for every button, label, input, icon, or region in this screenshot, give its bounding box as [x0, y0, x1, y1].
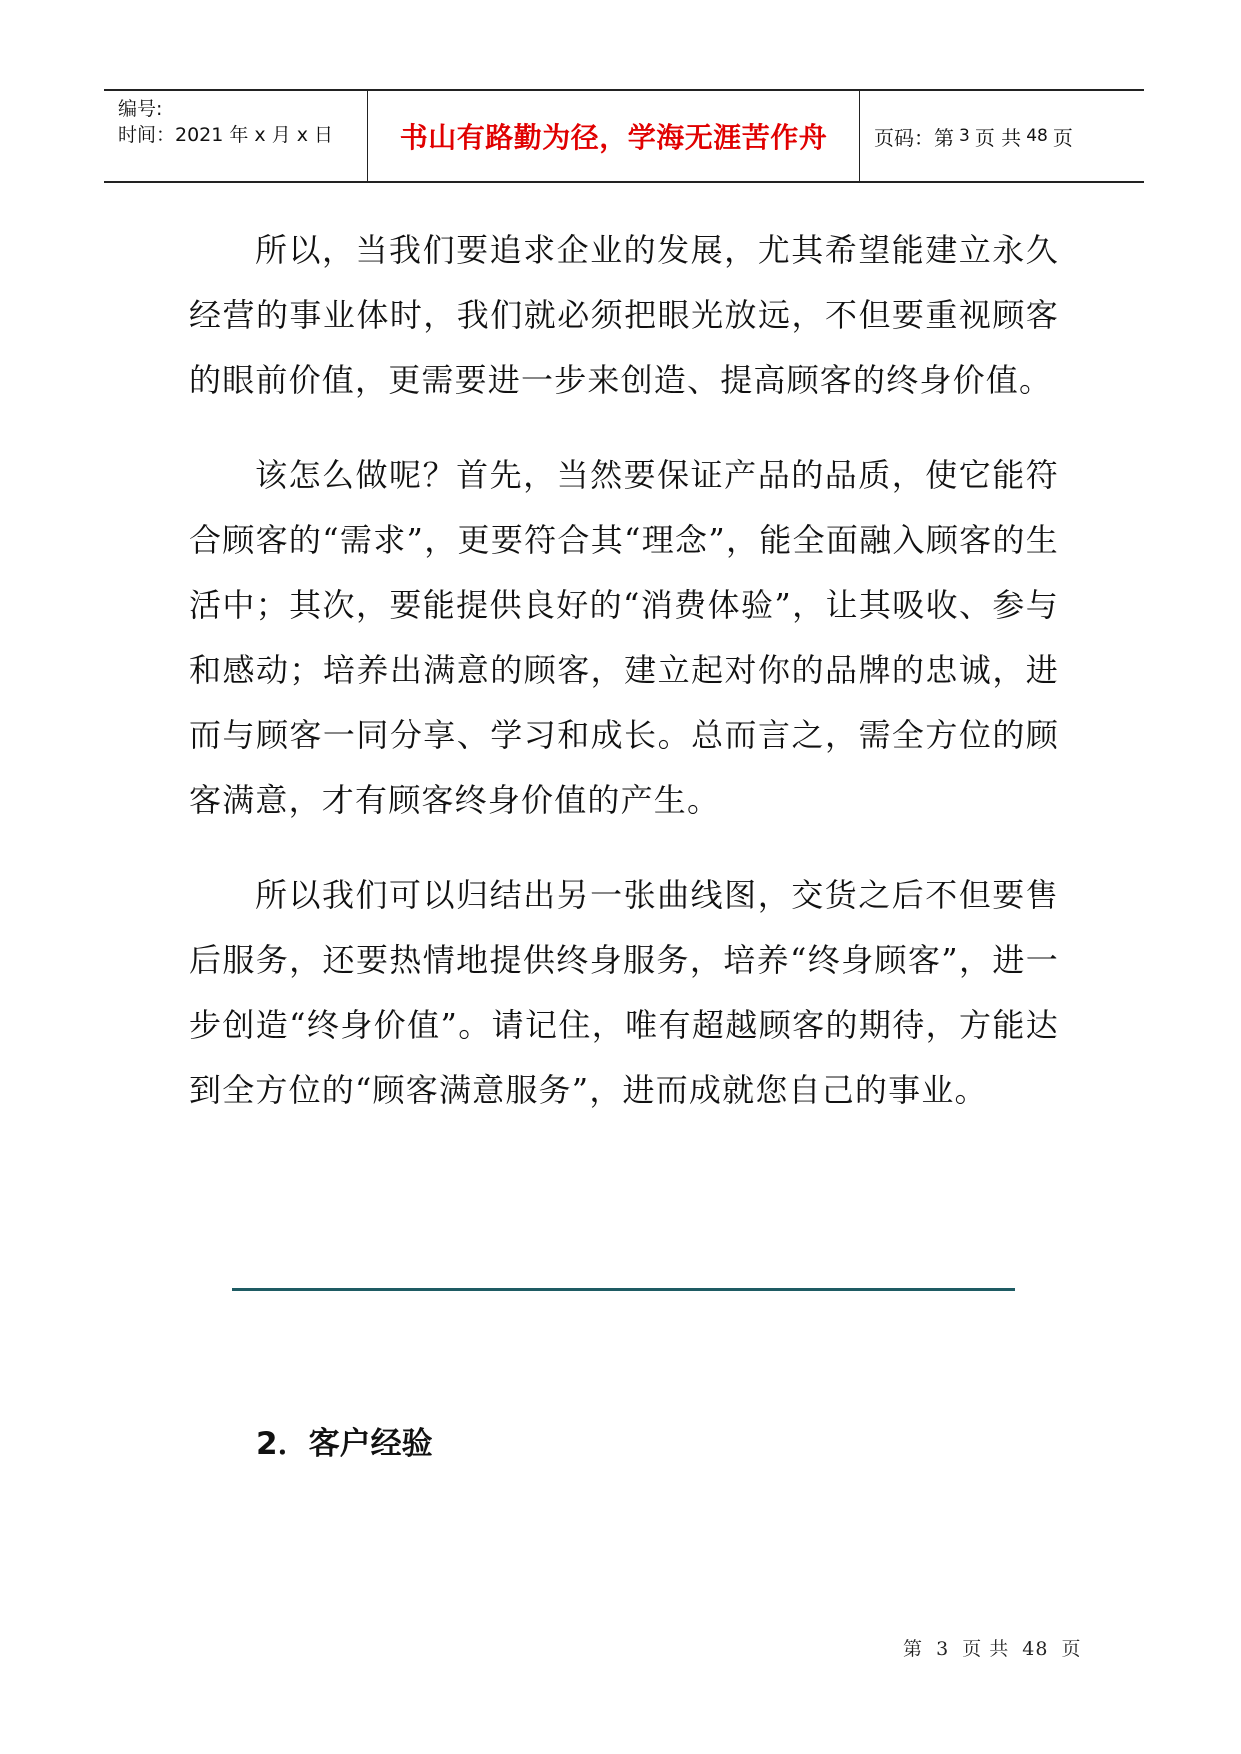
section-divider: [232, 1288, 1015, 1291]
page-code-total: 48: [1026, 126, 1048, 146]
number-label: 编号:: [118, 98, 163, 120]
page-code-suffix: 页: [1052, 125, 1073, 150]
footer-mid: 页 共: [962, 1638, 1010, 1660]
page-code-mid: 页 共: [974, 125, 1022, 150]
footer-current: 3: [936, 1638, 950, 1660]
time-label: 时间：2021 年 x 月 x 日: [118, 124, 334, 146]
paragraph: 该怎么做呢？首先，当然要保证产品的品质，使它能符合顾客的“需求”，更要符合其“理念”，能全面融入顾客的生活中；其次，要能提供良好的“消费体验”，让其吸收、参与和感动；培养出满意的顾客，建立起对你的品牌的忠诚，进而与顾客一同分享、学习和成长。总而言之，需全方位的顾客满意，才有顾客终身价值的产生。: [189, 456, 1059, 819]
paragraph: 所以，当我们要追求企业的发展，尤其希望能建立永久经营的事业体时，我们就必须把眼光放远，不但要重视顾客的眼前价值，更需要进一步来创造、提高顾客的终身价值。: [189, 231, 1059, 399]
page-header: [104, 89, 1144, 183]
body-text: [189, 218, 1059, 1153]
header-meta: [104, 91, 368, 181]
page-code-current: 3: [959, 126, 970, 146]
paragraph: 所以我们可以归结出另一张曲线图，交货之后不但要售后服务，还要热情地提供终身服务，培养“终身顾客”，进一步创造“终身价值”。请记住，唯有超越顾客的期待，方能达到全方位的“顾客满意服务”，进而成就您自己的事业。: [189, 876, 1059, 1109]
header-motto: 书山有路勤为径，学海无涯苦作舟: [368, 91, 860, 181]
section-heading: 2．客户经验: [256, 1426, 433, 1462]
footer-prefix: 第: [903, 1638, 924, 1660]
footer-total: 48: [1022, 1638, 1049, 1660]
page-code-prefix: 页码：第: [874, 125, 954, 150]
header-page-code: [860, 91, 1144, 181]
footer-suffix: 页: [1061, 1638, 1082, 1660]
page-footer: [903, 1634, 1088, 1661]
